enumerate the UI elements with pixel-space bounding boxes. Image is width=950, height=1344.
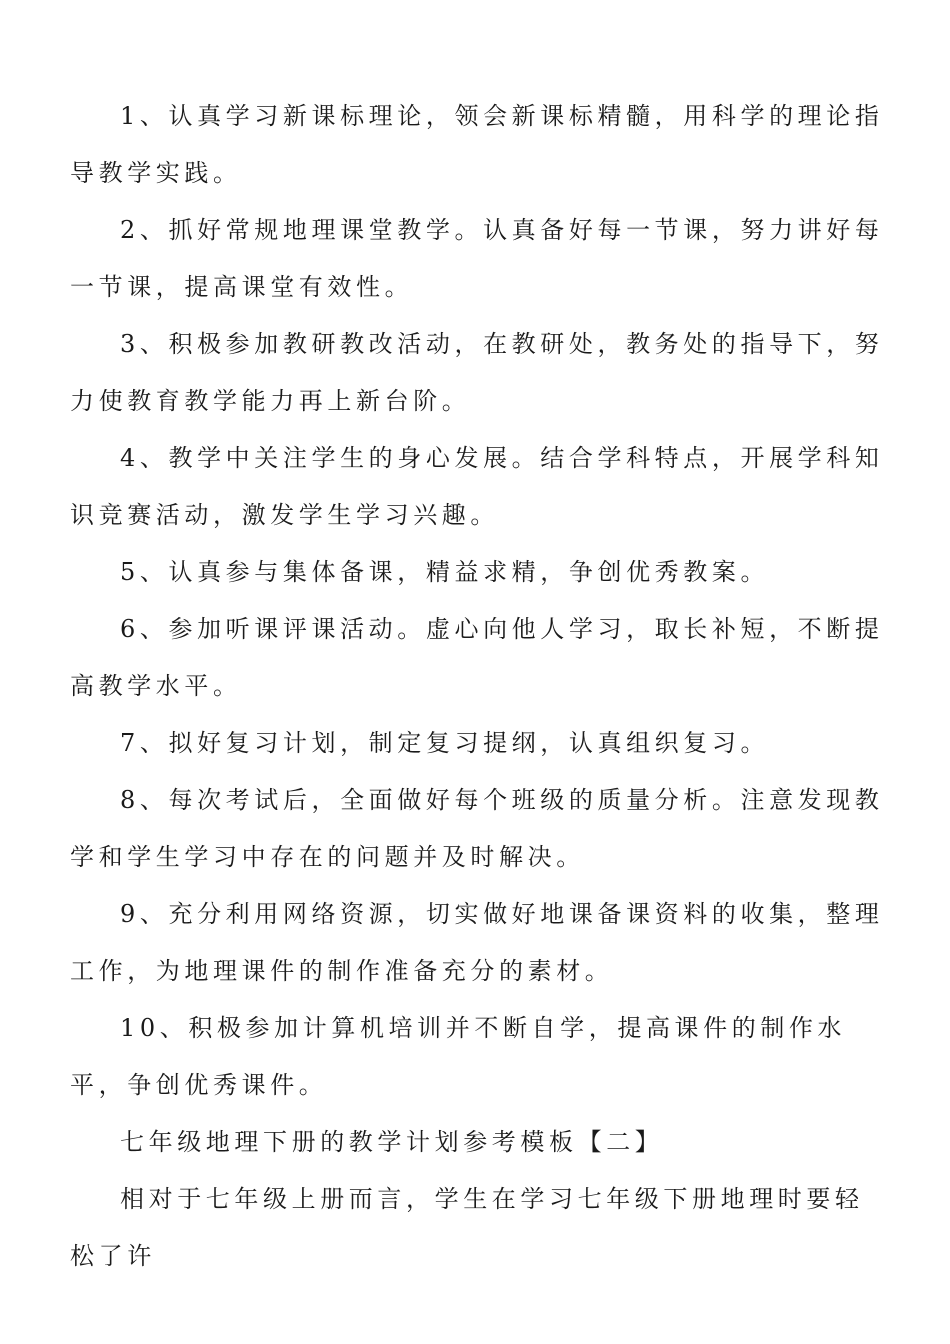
section-heading: 七年级地理下册的教学计划参考模板【二】 — [120, 1128, 664, 1156]
paragraph-item-9: 9、充分利用网络资源，切实做好地课备课资料的收集，整理工作，为地理课件的制作准备充分的素材。 — [70, 900, 884, 985]
paragraph-item-6: 6、参加听课评课活动。虚心向他人学习，取长补短，不断提高教学水平。 — [70, 615, 884, 700]
paragraph-item-10: 10、积极参加计算机培训并不断自学，提高课件的制作水平，争创优秀课件。 — [70, 1014, 847, 1099]
paragraph-item-8: 8、每次考试后，全面做好每个班级的质量分析。注意发现教学和学生学习中存在的问题并及时解决。 — [70, 786, 884, 871]
paragraph-item-4: 4、教学中关注学生的身心发展。结合学科特点，开展学科知识竞赛活动，激发学生学习兴趣。 — [70, 444, 884, 529]
paragraph-item-7: 7、拟好复习计划，制定复习提纲，认真组织复习。 — [120, 729, 770, 757]
paragraph-item-5: 5、认真参与集体备课，精益求精，争创优秀教案。 — [120, 558, 770, 586]
paragraph-item-3: 3、积极参加教研教改活动，在教研处，教务处的指导下，努力使教育教学能力再上新台阶。 — [70, 330, 884, 415]
document-page — [70, 88, 888, 1285]
paragraph-item-1: 1、认真学习新课标理论，领会新课标精髓，用科学的理论指导教学实践。 — [70, 102, 884, 187]
paragraph-intro: 相对于七年级上册而言，学生在学习七年级下册地理时要轻松了许 — [70, 1185, 864, 1270]
paragraph-item-2: 2、抓好常规地理课堂教学。认真备好每一节课，努力讲好每一节课，提高课堂有效性。 — [70, 216, 884, 301]
